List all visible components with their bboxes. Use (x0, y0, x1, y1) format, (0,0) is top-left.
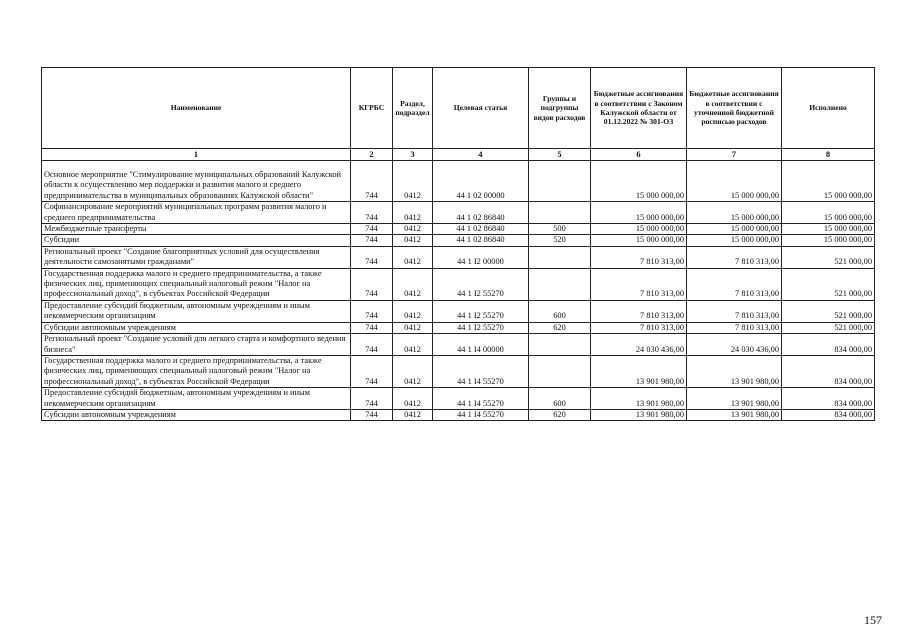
table-row (42, 224, 875, 235)
row-refined-amount: 13 901 980,00 (687, 388, 782, 410)
row-refined-amount: 7 810 313,00 (687, 246, 782, 268)
row-name: Софинансирование мероприятий муниципальных программ развития малого и среднего предпринимательства (42, 202, 351, 224)
row-target: 44 1 02 86840 (433, 235, 529, 246)
row-section: 0412 (393, 409, 433, 420)
row-section: 0412 (393, 300, 433, 322)
row-target: 44 1 02 86840 (433, 202, 529, 224)
column-number: 2 (351, 149, 393, 161)
row-kgrbs: 744 (351, 224, 393, 235)
row-executed-amount: 521 000,00 (782, 322, 875, 333)
row-kgrbs: 744 (351, 322, 393, 333)
row-law-amount: 15 000 000,00 (591, 161, 687, 202)
row-law-amount: 7 810 313,00 (591, 300, 687, 322)
row-law-amount: 13 901 980,00 (591, 409, 687, 420)
row-kgrbs: 744 (351, 268, 393, 300)
column-number: 6 (591, 149, 687, 161)
row-law-amount: 15 000 000,00 (591, 202, 687, 224)
column-number: 4 (433, 149, 529, 161)
row-group: 600 (529, 388, 591, 410)
row-executed-amount: 834 000,00 (782, 334, 875, 356)
row-group: 500 (529, 224, 591, 235)
row-group (529, 202, 591, 224)
row-kgrbs: 744 (351, 388, 393, 410)
row-law-amount: 24 030 436,00 (591, 334, 687, 356)
row-refined-amount: 15 000 000,00 (687, 224, 782, 235)
row-name: Предоставление субсидий бюджетным, автономным учреждениям и иным некоммерческим организациям (42, 388, 351, 410)
table-row (42, 161, 875, 202)
row-section: 0412 (393, 355, 433, 387)
row-group (529, 355, 591, 387)
row-name: Региональный проект "Создание условий для легкого старта и комфортного ведения бизнеса" (42, 334, 351, 356)
row-executed-amount: 834 000,00 (782, 409, 875, 420)
row-group: 520 (529, 235, 591, 246)
row-group (529, 268, 591, 300)
row-group: 620 (529, 409, 591, 420)
header-law-allocations: Бюджетные ассигнования в соответствии с Законом Калужской области от 01.12.2022 № 301-ОЗ (591, 68, 687, 149)
row-name: Межбюджетные трансферты (42, 224, 351, 235)
row-name: Субсидии автономным учреждениям (42, 322, 351, 333)
row-section: 0412 (393, 388, 433, 410)
row-target: 44 1 I2 55270 (433, 322, 529, 333)
row-executed-amount: 521 000,00 (782, 246, 875, 268)
row-section: 0412 (393, 202, 433, 224)
row-refined-amount: 13 901 980,00 (687, 409, 782, 420)
row-section: 0412 (393, 322, 433, 333)
row-kgrbs: 744 (351, 409, 393, 420)
column-number: 7 (687, 149, 782, 161)
row-kgrbs: 744 (351, 246, 393, 268)
header-expense-groups: Группы и подгруппы видов расходов (529, 68, 591, 149)
column-number: 1 (42, 149, 351, 161)
row-law-amount: 7 810 313,00 (591, 268, 687, 300)
table-row (42, 388, 875, 410)
row-law-amount: 13 901 980,00 (591, 355, 687, 387)
table-row (42, 355, 875, 387)
header-name: Наименование (42, 68, 351, 149)
row-refined-amount: 24 030 436,00 (687, 334, 782, 356)
row-section: 0412 (393, 334, 433, 356)
row-kgrbs: 744 (351, 202, 393, 224)
row-group: 620 (529, 322, 591, 333)
table-row (42, 235, 875, 246)
header-row (42, 68, 875, 149)
row-law-amount: 13 901 980,00 (591, 388, 687, 410)
row-target: 44 1 I4 55270 (433, 409, 529, 420)
header-section: Раздел, подраздел (393, 68, 433, 149)
row-refined-amount: 15 000 000,00 (687, 202, 782, 224)
row-target: 44 1 I4 55270 (433, 388, 529, 410)
row-target: 44 1 I2 55270 (433, 268, 529, 300)
row-section: 0412 (393, 161, 433, 202)
row-group: 600 (529, 300, 591, 322)
column-number: 5 (529, 149, 591, 161)
row-executed-amount: 521 000,00 (782, 300, 875, 322)
row-name: Предоставление субсидий бюджетным, автономным учреждениям и иным некоммерческим организациям (42, 300, 351, 322)
row-refined-amount: 7 810 313,00 (687, 322, 782, 333)
table-row (42, 300, 875, 322)
column-number: 3 (393, 149, 433, 161)
page-number: 157 (864, 613, 882, 627)
row-kgrbs: 744 (351, 161, 393, 202)
row-target: 44 1 I4 55270 (433, 355, 529, 387)
table-row (42, 202, 875, 224)
row-name: Субсидии автономным учреждениям (42, 409, 351, 420)
table-row (42, 246, 875, 268)
row-section: 0412 (393, 235, 433, 246)
row-refined-amount: 15 000 000,00 (687, 235, 782, 246)
row-kgrbs: 744 (351, 300, 393, 322)
header-kgrbs: КГРБС (351, 68, 393, 149)
row-section: 0412 (393, 246, 433, 268)
header-executed: Исполнено (782, 68, 875, 149)
row-section: 0412 (393, 268, 433, 300)
row-executed-amount: 15 000 000,00 (782, 161, 875, 202)
header-target-article: Целевая статья (433, 68, 529, 149)
row-kgrbs: 744 (351, 355, 393, 387)
column-number-row (42, 149, 875, 161)
row-group (529, 246, 591, 268)
row-name: Субсидии (42, 235, 351, 246)
row-executed-amount: 834 000,00 (782, 388, 875, 410)
header-refined-allocations: Бюджетные ассигнования в соответствии с уточненной бюджетной росписью расходов (687, 68, 782, 149)
row-target: 44 1 02 00000 (433, 161, 529, 202)
row-target: 44 1 I4 00000 (433, 334, 529, 356)
row-executed-amount: 15 000 000,00 (782, 235, 875, 246)
table-row (42, 409, 875, 420)
row-kgrbs: 744 (351, 334, 393, 356)
row-target: 44 1 I2 00000 (433, 246, 529, 268)
row-refined-amount: 7 810 313,00 (687, 300, 782, 322)
row-executed-amount: 521 000,00 (782, 268, 875, 300)
row-name: Региональный проект "Создание благоприятных условий для осуществления деятельности самозанятыми гражданами" (42, 246, 351, 268)
row-law-amount: 7 810 313,00 (591, 322, 687, 333)
row-kgrbs: 744 (351, 235, 393, 246)
row-executed-amount: 15 000 000,00 (782, 224, 875, 235)
row-name: Государственная поддержка малого и среднего предпринимательства, а также физических лиц, применяющих специальный налоговый режим "Налог на профессиональный доход", в субъектах Российской Федерации (42, 268, 351, 300)
row-target: 44 1 02 86840 (433, 224, 529, 235)
table-row (42, 268, 875, 300)
row-law-amount: 15 000 000,00 (591, 235, 687, 246)
row-refined-amount: 7 810 313,00 (687, 268, 782, 300)
row-refined-amount: 13 901 980,00 (687, 355, 782, 387)
row-group (529, 334, 591, 356)
row-target: 44 1 I2 55270 (433, 300, 529, 322)
row-group (529, 161, 591, 202)
budget-table (41, 67, 875, 421)
row-executed-amount: 834 000,00 (782, 355, 875, 387)
row-name: Государственная поддержка малого и среднего предпринимательства, а также физических лиц, применяющих специальный налоговый режим "Налог на профессиональный доход", в субъектах Российской Федерации (42, 355, 351, 387)
column-number: 8 (782, 149, 875, 161)
row-law-amount: 15 000 000,00 (591, 224, 687, 235)
table-row (42, 322, 875, 333)
row-refined-amount: 15 000 000,00 (687, 161, 782, 202)
table-row (42, 334, 875, 356)
row-section: 0412 (393, 224, 433, 235)
row-executed-amount: 15 000 000,00 (782, 202, 875, 224)
row-law-amount: 7 810 313,00 (591, 246, 687, 268)
row-name: Основное мероприятие "Стимулирование муниципальных образований Калужской области к осуществлению мер поддержки и развития малого и среднего предпринимательства в муниципальных образованиях Калужской области" (42, 161, 351, 202)
